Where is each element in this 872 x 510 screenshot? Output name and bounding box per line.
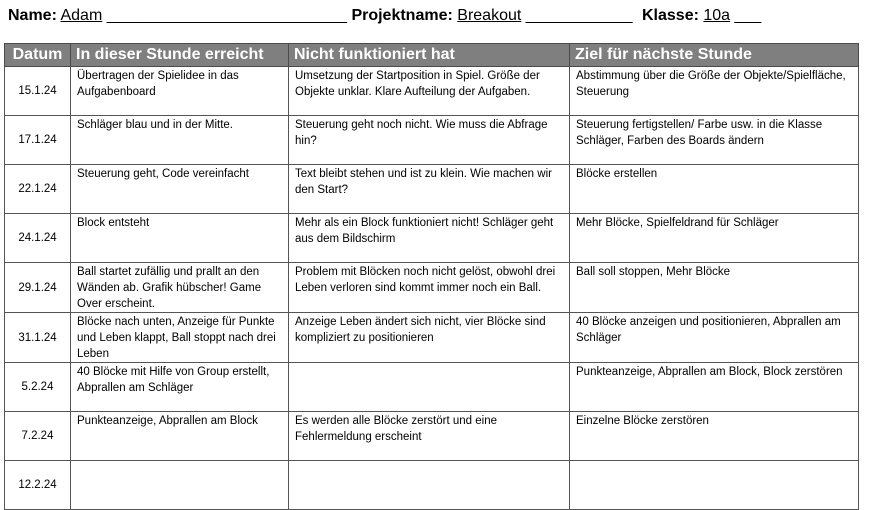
name-fill-line: ___________________________ [106, 7, 347, 24]
column-header-achieved: In dieser Stunde erreicht [71, 44, 289, 67]
date-cell: 15.1.24 [5, 67, 71, 116]
table-row [5, 263, 859, 313]
not-working-cell: Es werden alle Blöcke zerstört und eine Fehlermeldung erscheint [289, 412, 570, 461]
column-header-goal: Ziel für nächste Stunde [570, 44, 859, 67]
achieved-cell: Punkteanzeige, Abprallen am Block [71, 412, 289, 461]
date-cell: 31.1.24 [5, 313, 71, 363]
not-working-cell: Steuerung geht noch nicht. Wie muss die Abfrage hin? [289, 116, 570, 165]
achieved-cell: 40 Blöcke mit Hilfe von Group erstellt, Abprallen am Schläger [71, 363, 289, 412]
table-row [5, 67, 859, 116]
name-label: Name: [8, 7, 57, 24]
header-line [8, 6, 868, 26]
goal-cell: Punkteanzeige, Abprallen am Block, Block zerstören [570, 363, 859, 412]
not-working-cell: Mehr als ein Block funktioniert nicht! Schläger geht aus dem Bildschirm [289, 214, 570, 263]
goal-cell: Ball soll stoppen, Mehr Blöcke [570, 263, 859, 313]
date-cell: 5.2.24 [5, 363, 71, 412]
table-row [5, 461, 859, 510]
not-working-cell: Anzeige Leben ändert sich nicht, vier Blöcke sind kompliziert zu positionieren [289, 313, 570, 363]
table-row [5, 363, 859, 412]
date-cell: 22.1.24 [5, 165, 71, 214]
achieved-cell: Steuerung geht, Code vereinfacht [71, 165, 289, 214]
column-header-date: Datum [5, 44, 71, 67]
project-fill-line: ____________ [525, 7, 633, 24]
class-fill-line: ___ [734, 7, 762, 24]
table-row [5, 165, 859, 214]
date-cell: 12.2.24 [5, 461, 71, 510]
goal-cell: Blöcke erstellen [570, 165, 859, 214]
date-cell: 24.1.24 [5, 214, 71, 263]
achieved-cell: Übertragen der Spielidee in das Aufgabenboard [71, 67, 289, 116]
achieved-cell: Schläger blau und in der Mitte. [71, 116, 289, 165]
achieved-cell: Ball startet zufällig und prallt an den Wänden ab. Grafik hübscher! Game Over erscheint. [71, 263, 289, 313]
name-value: Adam [60, 7, 103, 24]
table-row [5, 214, 859, 263]
date-cell: 7.2.24 [5, 412, 71, 461]
goal-cell: Abstimmung über die Größe der Objekte/Spielfläche, Steuerung [570, 67, 859, 116]
goal-cell: Einzelne Blöcke zerstören [570, 412, 859, 461]
class-label: Klasse: [642, 7, 699, 24]
not-working-cell: Problem mit Blöcken noch nicht gelöst, obwohl drei Leben verloren sind kommt immer noch ein Ball. [289, 263, 570, 313]
achieved-cell: Block entsteht [71, 214, 289, 263]
project-label: Projektname: [351, 7, 453, 24]
not-working-cell [289, 461, 570, 510]
goal-cell [570, 461, 859, 510]
progress-log-table [4, 43, 859, 510]
not-working-cell: Umsetzung der Startposition in Spiel. Größe der Objekte unklar. Klare Aufteilung der Aufgaben. [289, 67, 570, 116]
table-row [5, 313, 859, 363]
class-value: 10a [703, 7, 731, 24]
column-header-not-working: Nicht funktioniert hat [289, 44, 570, 67]
not-working-cell: Text bleibt stehen und ist zu klein. Wie machen wir den Start? [289, 165, 570, 214]
table-row [5, 412, 859, 461]
table-header-row [5, 44, 859, 67]
date-cell: 17.1.24 [5, 116, 71, 165]
goal-cell: Steuerung fertigstellen/ Farbe usw. in die Klasse Schläger, Farben des Boards ändern [570, 116, 859, 165]
not-working-cell [289, 363, 570, 412]
goal-cell: 40 Blöcke anzeigen und positionieren, Abprallen am Schläger [570, 313, 859, 363]
achieved-cell: Blöcke nach unten, Anzeige für Punkte und Leben klappt, Ball stoppt nach drei Leben [71, 313, 289, 363]
date-cell: 29.1.24 [5, 263, 71, 313]
goal-cell: Mehr Blöcke, Spielfeldrand für Schläger [570, 214, 859, 263]
achieved-cell [71, 461, 289, 510]
project-value: Breakout [457, 7, 522, 24]
table-row [5, 116, 859, 165]
